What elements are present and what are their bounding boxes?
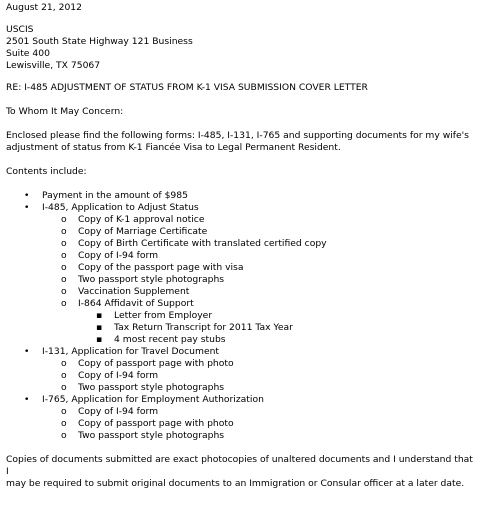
circle-bullet-icon: o — [61, 382, 67, 393]
list-item-text: Copy of Birth Certificate with translated certified copy — [78, 238, 327, 249]
address-line-4: Lewisville, TX 75067 — [6, 60, 101, 71]
list-item — [6, 274, 478, 286]
list-item-text: Copy of Marriage Certificate — [78, 226, 208, 237]
list-item-text: I-131, Application for Travel Document — [42, 346, 220, 357]
list-item — [6, 214, 478, 226]
list-item-text: Copy of I-94 form — [78, 406, 159, 417]
list-item — [6, 190, 478, 202]
list-item — [6, 430, 478, 442]
square-bullet-icon: ▪ — [96, 334, 103, 345]
circle-bullet-icon: o — [61, 298, 67, 309]
address-line-2: 2501 South State Highway 121 Business — [6, 36, 193, 47]
list-item — [6, 418, 478, 430]
list-item-text: Copy of the passport page with visa — [78, 262, 244, 273]
circle-bullet-icon: o — [61, 262, 67, 273]
list-item — [6, 202, 478, 214]
list-item-text: 4 most recent pay stubs — [114, 334, 226, 345]
closing-paragraph — [6, 454, 478, 490]
cover-letter — [6, 0, 478, 490]
body-paragraph — [6, 130, 478, 154]
circle-bullet-icon: o — [61, 430, 67, 441]
square-bullet-icon: ▪ — [96, 322, 103, 333]
list-item-text: Two passport style photographs — [78, 274, 225, 285]
closing-line-2: may be required to submit original documents to an Immigration or Consular officer at a later date. — [6, 478, 465, 489]
list-item-text: Copy of I-94 form — [78, 250, 159, 261]
list-item — [6, 298, 478, 310]
list-item-text: Tax Return Transcript for 2011 Tax Year — [114, 322, 293, 333]
circle-bullet-icon: o — [61, 214, 67, 225]
list-item — [6, 358, 478, 370]
address-line-1: USCIS — [6, 24, 34, 35]
list-item-text: I-864 Affidavit of Support — [78, 298, 194, 309]
bullet-icon: • — [24, 190, 30, 201]
subject-line: RE: I-485 ADJUSTMENT OF STATUS FROM K-1 VISA SUBMISSION COVER LETTER — [6, 82, 368, 93]
list-item — [6, 238, 478, 250]
list-item — [6, 394, 478, 406]
square-bullet-icon: ▪ — [96, 310, 103, 321]
list-item — [6, 346, 478, 358]
list-item-text: I-765, Application for Employment Authorization — [42, 394, 264, 405]
circle-bullet-icon: o — [61, 226, 67, 237]
bullet-icon: • — [24, 202, 30, 213]
circle-bullet-icon: o — [61, 418, 67, 429]
circle-bullet-icon: o — [61, 250, 67, 261]
list-item-text: Copy of I-94 form — [78, 370, 159, 381]
bullet-icon: • — [24, 346, 30, 357]
list-item — [6, 322, 478, 334]
letter-date: August 21, 2012 — [6, 2, 82, 13]
list-item-text: Letter from Employer — [114, 310, 213, 321]
list-item — [6, 250, 478, 262]
contents-list — [6, 190, 478, 442]
list-item-text: I-485, Application to Adjust Status — [42, 202, 199, 213]
address-line-3: Suite 400 — [6, 48, 50, 59]
list-item — [6, 370, 478, 382]
bullet-icon: • — [24, 394, 30, 405]
list-item-text: Payment in the amount of $985 — [42, 190, 188, 201]
list-item — [6, 226, 478, 238]
circle-bullet-icon: o — [61, 238, 67, 249]
circle-bullet-icon: o — [61, 358, 67, 369]
salutation: To Whom It May Concern: — [6, 106, 124, 117]
list-item-text: Vaccination Supplement — [78, 286, 190, 297]
list-item-text: Two passport style photographs — [78, 382, 225, 393]
list-item-text: Copy of passport page with photo — [78, 418, 234, 429]
circle-bullet-icon: o — [61, 286, 67, 297]
circle-bullet-icon: o — [61, 274, 67, 285]
closing-line-1: Copies of documents submitted are exact photocopies of unaltered documents and I understand that I — [6, 454, 473, 477]
circle-bullet-icon: o — [61, 406, 67, 417]
contents-label: Contents include: — [6, 166, 87, 177]
body-line-2: adjustment of status from K-1 Fiancée Visa to Legal Permanent Resident. — [6, 142, 341, 153]
recipient-address — [6, 24, 478, 72]
list-item-text: Copy of K-1 approval notice — [78, 214, 205, 225]
list-item — [6, 310, 478, 322]
body-line-1: Enclosed please find the following forms: I-485, I-131, I-765 and supporting documents for my wife's — [6, 130, 469, 141]
list-item — [6, 382, 478, 394]
list-item — [6, 286, 478, 298]
list-item-text: Copy of passport page with photo — [78, 358, 234, 369]
list-item — [6, 262, 478, 274]
list-item — [6, 406, 478, 418]
list-item — [6, 334, 478, 346]
list-item-text: Two passport style photographs — [78, 430, 225, 441]
circle-bullet-icon: o — [61, 370, 67, 381]
